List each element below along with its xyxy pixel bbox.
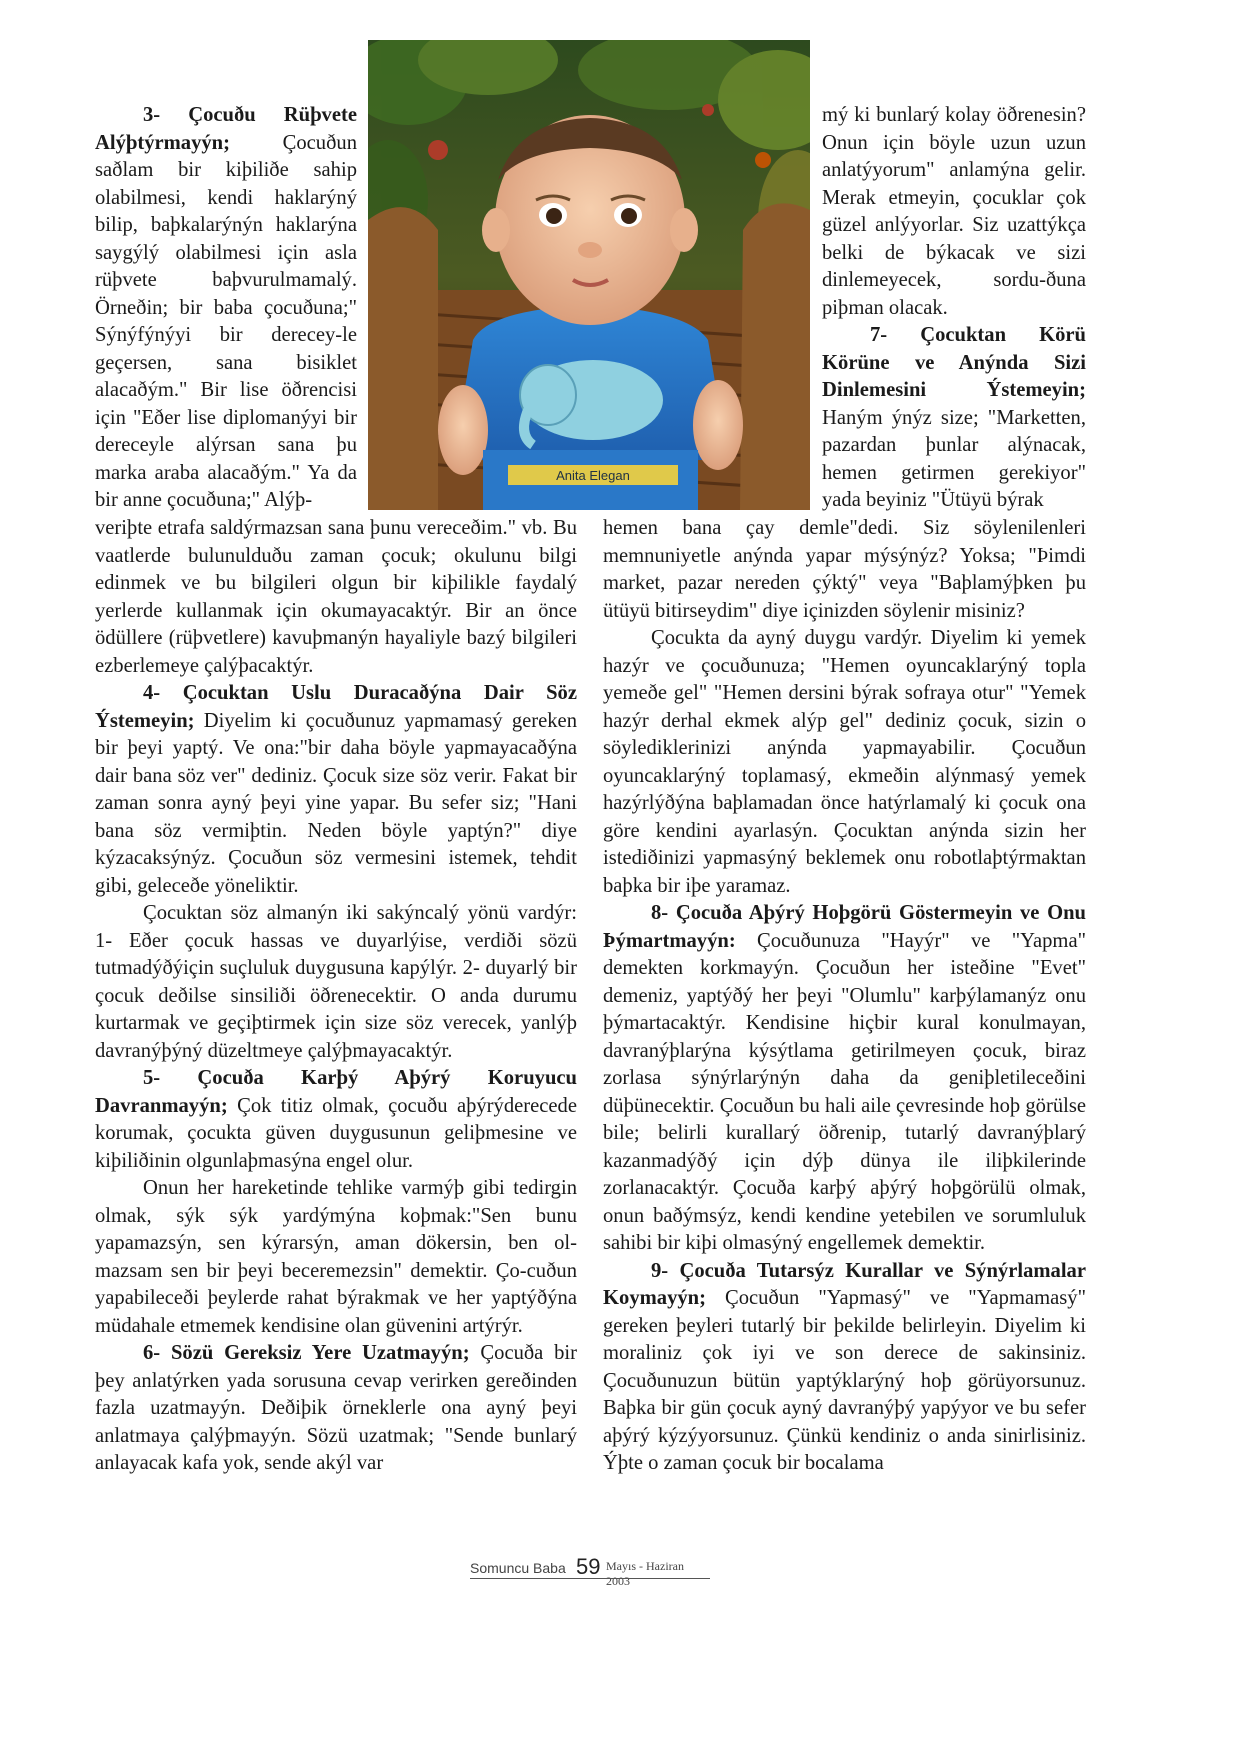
right-main-column [603, 515, 1086, 1478]
section-9-heading: 9- Çocuða Tutarsýz Kurallar ve Sýnýrlamalar Koymayýn; [603, 1259, 1086, 1309]
left-main-column [95, 515, 577, 1478]
shirt-print-text: Anita Elegan [556, 468, 630, 483]
page-number: 59 [576, 1554, 601, 1579]
section-3-heading: 3- Çocuðu Rüþvete Alýþtýrmayýn; [95, 104, 357, 154]
section-4-body: Diyelim ki çocuðunuz yapmamasý gereken bir þeyi yaptý. Ve ona:"bir daha böyle yapmayacaðýna dair bana söz ver" dediniz. Çocuk size söz verir. Fakat bir zaman sonra ayný þeyi yine yapar. Bu sefer siz; "Hani bana söz vermiþtin. Neden böyle yaptýn?" diye kýzacaksýnýz. Çocuðun söz vermesini istemek, tehdit gibi, geleceðe yöneliktir. [95, 709, 577, 897]
issue-date: Mayıs - Haziran 2003 [606, 1559, 684, 1588]
section-3-continued: veriþte etrafa saldýrmazsan sana þunu vereceðim." vb. Bu vaatlerde bulunulduðu zaman çocuk; okulunu bilgi edinmek ve bu bilgileri olgun bir kiþilikle faydalý yerlerde kullanmak için okumayacaktýr. Bir an önce ödüllere (rüþvetlere) kavuþmanýn hayaliyle bazý bilgileri ezberlemeye çalýþacaktýr. [95, 517, 577, 677]
section-6-body: Çocuða bir þey anlatýrken yada sorusuna cevap verirken gereðinden fazla uzatmayýn. Deðiþik örneklerle ona ayný þeyi anlatmaya çalýþmayýn. Sözü uzatmak; "Sende bunlarý anlayacak kafa yok, sende akýl var [95, 1342, 578, 1474]
baby-photo [368, 40, 810, 510]
section-5-paragraph-2: Onun her hareketinde tehlike varmýþ gibi tedirgin olmak, sýk sýk yardýmýna koþmak:"Sen bunu yapamazsýn, sen kýrarsýn, aman dökersin, ben ol-mazsam sen bir þeyi beceremezsin" demektir. Ço-cuðun yapabileceði þeylerde rahat býrakmak ve her yaptýðýna müdahale etmemek kendisine olan güvenini artýrýr. [95, 1177, 577, 1337]
baby-photo-image [368, 40, 810, 510]
section-5-heading: 5- Çocuða Karþý Aþýrý Koruyucu Davranmayýn; [95, 1067, 577, 1117]
section-4-heading: 4- Çocuktan Uslu Duracaðýna Dair Söz Ýstemeyin; [95, 682, 577, 732]
section-6-continued: mý ki bunlarý kolay öðrenesin? Onun için böyle uzun uzun anlatýyorum" anlamýna gelir. Merak etmeyin, çocuklar çok güzel anlýyorlar. Siz uzattýkça belki de býkacak ve sizi dinlemeyecek, sordu-ðuna piþman olacak. [822, 104, 1086, 319]
section-7-heading: 7- Çocuktan Körü Körüne ve Anýnda Sizi Dinlemesini Ýstemeyin; [822, 324, 1086, 401]
section-8-body: Çocuðunuza "Hayýr" ve "Yapma" demekten korkmayýn. Çocuðun her isteðine "Evet" demeniz, yaptýðý her þeyi "Olumlu" karþýlamanýz onu þýmartacaktýr. Kendisine hiçbir kural konulmayan, davranýþlarýna kýsýtlama getirilmeyen çocuk, biraz zorlasa sýnýrlarýnýn daha da geniþletileceðini düþünecektir. Çocuðun bu hali aile çevresinde hoþ görülse bile; belirli kurallarý öðrenip, tutarlý davranýþlarý kazanmadýðý için dýþ dünya ile iliþkilerinde zorlanacaktýr. Çocuða karþý aþýrý hoþgörülü olmak, onun baðýmsýz, kendi kendine yetebilen ve sorumluluk sahibi bir kiþi olmasýný engellemek demektir. [603, 929, 1086, 1254]
section-6-heading: 6- Sözü Gereksiz Yere Uzatmayýn; [143, 1342, 470, 1364]
page-footer [470, 1554, 710, 1588]
section-8-heading: 8- Çocuða Aþýrý Hoþgörü Göstermeyin ve Onu Þýmartmayýn: [603, 902, 1086, 952]
right-top-column [822, 102, 1086, 515]
section-7-continued: hemen bana çay demle"dedi. Siz söylenilenleri memnuniyetle anýnda yapar mýsýnýz? Yoksa; "Þimdi market, pazar nereden çýktý" veya "Baþlamýþken þu ütüyü bitirseydim" diye içinizden söylenir misiniz? [603, 517, 1086, 622]
section-5-body: Çok titiz olmak, çocuðu aþýrýderecede korumak, çocukta güven duygusunun geliþmesine ve kiþiliðinin olgunlaþmasýna engel olur. [95, 1094, 577, 1172]
publication-name: Somuncu Baba [470, 1560, 566, 1576]
left-top-column [95, 102, 357, 515]
section-4-paragraph-2: Çocuktan söz almanýn iki sakýncalý yönü vardýr: 1- Eðer çocuk hassas ve duyarlýise, verdiði sözü tutmadýðýiçin suçluluk duygusuna kapýlýr. 2- duyarlý bir çocuk deðilse sinsiliði öðrenecektir. O anda durumu kurtarmak ve geçiþtirmek için size söz verecek, yanlýþ davranýþýný düzeltmeye çalýþmayacaktýr. [95, 902, 577, 1062]
section-9-body: Çocuðun "Yapmasý" ve "Yapmamasý" gereken þeyleri tutarlý bir þekilde belirleyin. Diyelim ki moraliniz çok iyi ve son derece de sakinsiniz. Çocuðunuzun bütün yaptýklarýný hoþ görüyorsunuz. Baþka bir gün çocuk ayný davranýþý yapýyor ve bu sefer aþýrý kýzýyorsunuz. Çünkü kendiniz o anda sinirlisiniz. Ýþte o zaman çocuk bir bocalama [603, 1287, 1086, 1474]
footer-rule [470, 1578, 710, 1579]
section-7-paragraph-2: Çocukta da ayný duygu vardýr. Diyelim ki yemek hazýr ve çocuðunuza; "Hemen oyuncaklarýný topla yemeðe gel" "Hemen dersini býrak sofraya otur" "Yemek hazýr derhal ekmek alýp gel" dediniz çocuk, sizin o söylediklerinizi anýnda yapmayabilir. Çocuðun oyuncaklarýný toplamasý, ekmeðin alýnmasý yemek hazýrlýðýna baþlamadan önce hatýrlamalý ki çocuk ona göre kendini ayarlasýn. Çocuktan anýnda sizin her istediðinizi yapmasýný beklemek onu robotlaþtýrmaktan baþka bir iþe yaramaz. [603, 627, 1086, 897]
section-7-body: Haným ýnýz size; "Marketten, pazardan þunlar alýnacak, hemen getirmen gerekiyor" yada beyiniz "Ütüyü býrak [822, 406, 1086, 511]
section-3-body: Çocuðun saðlam bir kiþiliðe sahip olabilmesi, kendi haklarýný bilip, baþkalarýnýn haklarýna saygýlý olabilmesi için asla rüþvete baþvurulmamalý. Örneðin; bir baba çocuðuna;" Sýnýfýnýyi bir derecey-le geçersen, sana bisiklet alacaðým." Bir lise öðrencisi için "Eðer lise diplomanýyi bir dereceyle alýrsan sana þu marka araba alacaðým." Ya da bir anne çocuðuna;" Alýþ- [95, 131, 357, 511]
